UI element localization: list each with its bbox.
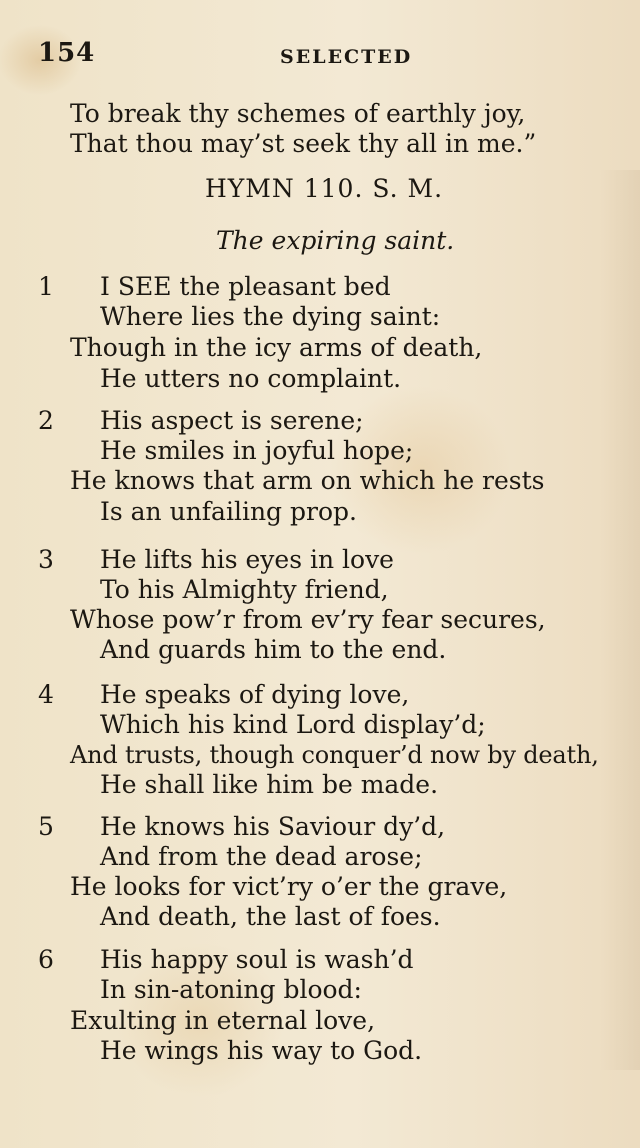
verse-number: 5	[38, 812, 54, 841]
verse-line: And trusts, though conquer’d now by death,	[70, 741, 599, 769]
verse-line: Where lies the dying saint:	[100, 302, 441, 331]
verse-line: He smiles in joyful hope;	[100, 436, 414, 465]
verse-line: Whose pow’r from ev’ry fear secures,	[70, 605, 546, 634]
verse-line: Which his kind Lord display’d;	[100, 710, 486, 739]
verse-line: Is an unfailing prop.	[100, 497, 357, 526]
verse-line: And guards him to the end.	[100, 635, 447, 664]
verse-line: And death, the last of foes.	[100, 902, 441, 931]
verse-number: 6	[38, 945, 54, 974]
verse-line: Exulting in eternal love,	[70, 1006, 376, 1035]
verse-line: I SEE the pleasant bed	[100, 272, 391, 301]
verse-number: 1	[38, 272, 54, 301]
facing-page-bleed	[600, 170, 640, 1070]
verse-line: He shall like him be made.	[100, 770, 439, 799]
running-head: SELECTED	[280, 46, 413, 68]
carryover-line: That thou may’st seek thy all in me.”	[70, 129, 537, 158]
verse-line: He wings his way to God.	[100, 1036, 423, 1065]
verse-number: 2	[38, 406, 54, 435]
verse-line: And from the dead arose;	[100, 842, 423, 871]
verse-line: His aspect is serene;	[100, 406, 364, 435]
verse-line: His happy soul is wash’d	[100, 945, 414, 974]
hymn-title: HYMN 110. S. M.	[205, 174, 444, 203]
verse-line: In sin-atoning blood:	[100, 975, 362, 1004]
verse-line: He looks for vict’ry o’er the grave,	[70, 872, 508, 901]
verse-line: He knows that arm on which he rests	[70, 466, 545, 495]
verse-line: He knows his Saviour dy’d,	[100, 812, 446, 841]
page-number: 154	[38, 38, 96, 68]
verse-number: 4	[38, 680, 54, 709]
verse-line: To his Almighty friend,	[100, 575, 389, 604]
page-header	[38, 38, 598, 78]
verse-line: He lifts his eyes in love	[100, 545, 394, 574]
verse-line: He utters no complaint.	[100, 364, 402, 393]
hymn-subtitle: The expiring saint.	[216, 226, 455, 255]
carryover-line: To break thy schemes of earthly joy,	[70, 99, 526, 128]
verse-line: Though in the icy arms of death,	[70, 333, 483, 362]
verse-line: He speaks of dying love,	[100, 680, 410, 709]
verse-number: 3	[38, 545, 54, 574]
